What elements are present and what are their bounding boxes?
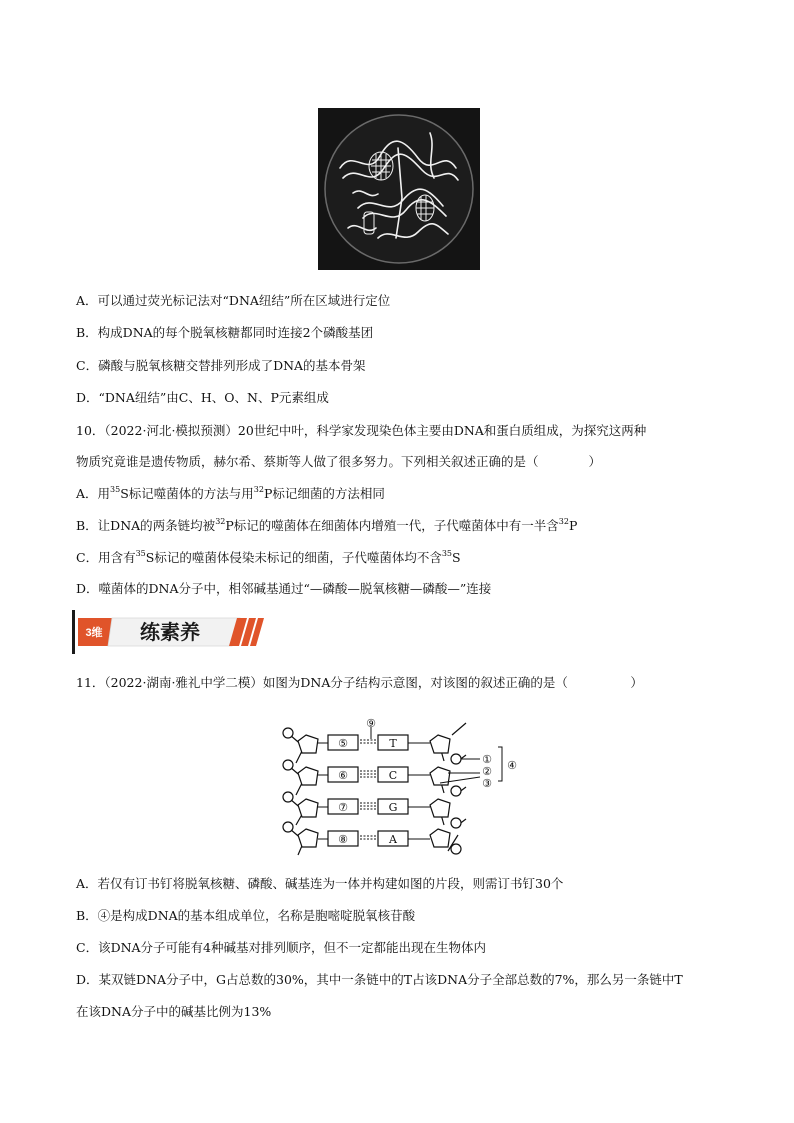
base-a: A — [389, 833, 397, 846]
dna-knot-photo — [318, 108, 480, 270]
callout-1: ① — [482, 753, 492, 766]
q10-option-a: A．用$^{35}$S标记噬菌体的方法与用$^{32}$P标记细菌的方法相同 — [76, 485, 385, 501]
base-g: G — [388, 801, 398, 814]
q9-option-d: D．“DNA纽结”由C、H、O、N、P元素组成 — [76, 390, 329, 405]
q11-option-a: A．若仅有订书钉将脱氧核糖、磷酸、碱基连为一体并构建如图的片段，则需订书钉30个 — [76, 876, 564, 891]
base-label-6: ⑥ — [338, 769, 348, 782]
section-title: 练素养 — [140, 620, 200, 644]
marker-9: ⑨ — [366, 717, 376, 730]
dna-structure-diagram — [282, 717, 522, 861]
q9-option-c: C．磷酸与脱氧核糖交替排列形成了DNA的基本骨架 — [76, 358, 366, 373]
base-t: T — [389, 737, 397, 750]
q10-stem-line1: 10．（2022·河北·模拟预测）20世纪中叶，科学家发现染色体主要由DNA和蛋白质组成，为探究这两种 — [76, 423, 647, 438]
bracket-label-4: ④ — [507, 759, 517, 772]
base-label-5: ⑤ — [338, 737, 348, 750]
section-badge: 3维 — [85, 627, 103, 639]
q11-option-b: B．④是构成DNA的基本组成单位，名称是胞嘧啶脱氧核苷酸 — [76, 908, 416, 923]
q10-stem-line2: 物质究竟谁是遗传物质，赫尔希、蔡斯等人做了很多努力。下列相关叙述正确的是（ ） — [76, 454, 602, 469]
q11-option-d-line1: D．某双链DNA分子中，G占总数的30%，其中一条链中的T占该DNA分子全部总数的7%，那么另一条链中T — [76, 972, 683, 987]
q10-option-d: D．噬菌体的DNA分子中，相邻碱基通过“—磷酸—脱氧核糖—磷酸—”连接 — [76, 581, 492, 596]
base-c: C — [388, 769, 398, 782]
q9-option-b: B．构成DNA的每个脱氧核糖都同时连接2个磷酸基团 — [76, 325, 374, 340]
q11-stem: 11．（2022·湖南·雅礼中学二模）如图为DNA分子结构示意图，对该图的叙述正确的是（ ） — [76, 675, 643, 690]
base-label-8: ⑧ — [338, 833, 348, 846]
q9-option-a: A．可以通过荧光标记法对“DNA纽结”所在区域进行定位 — [76, 293, 391, 308]
base-label-7: ⑦ — [338, 801, 348, 814]
section-banner — [72, 610, 272, 654]
callout-2: ② — [482, 765, 492, 778]
q11-option-c: C．该DNA分子可能有4种碱基对排列顺序，但不一定都能出现在生物体内 — [76, 940, 487, 955]
q11-option-d-line2: 在该DNA分子中的碱基比例为13% — [76, 1004, 272, 1019]
q10-option-b: B．让DNA的两条链均被$^{32}$P标记的噬菌体在细菌体内增殖一代，子代噬菌体中有一半含$^{32}$P — [76, 517, 578, 533]
q10-option-c: C．用含有$^{35}$S标记的噬菌体侵染未标记的细菌，子代噬菌体均不含$^{35}$S — [76, 549, 461, 565]
callout-3: ③ — [482, 777, 492, 790]
